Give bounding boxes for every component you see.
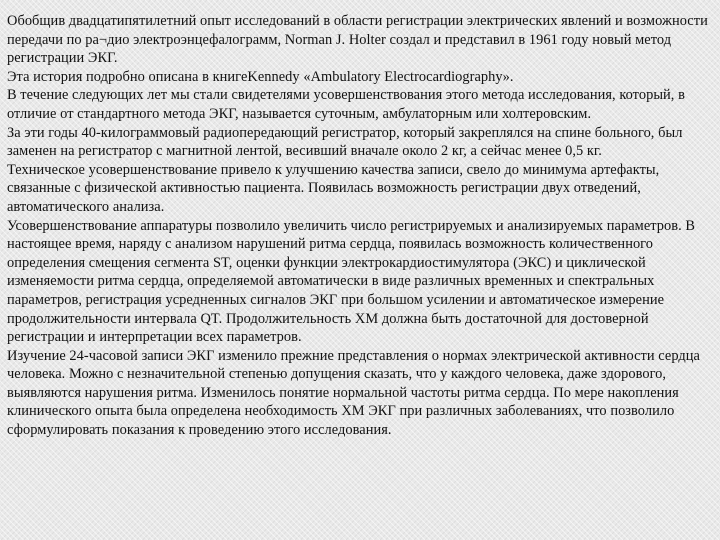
paragraph-method-improvement: В течение следующих лет мы стали свидетелями усовершенствования этого метода исследования, который, в отличие от стандартного метода ЭКГ, называется суточным, амбулаторным или холтеровским. [7, 87, 685, 122]
paragraph-24h-study: Изучение 24-часовой записи ЭКГ изменило прежние представления о нормах электрической активности сердца человека. Можно с незначительной степенью допущения сказать, что у каждого человека, даже здорового, выявляются нарушения ритма. Изменилось понятие нормальной частоты ритма сердца. По мере накопления клинического опыта была определена необходимость ХМ ЭКГ при различных заболеваниях, что позволило сформулировать показания к проведению этого исследования. [7, 347, 700, 439]
paragraph-technical-improvement: Техническое усовершенствование привело к улучшению качества записи, свело до минимума артефакты, связанные с физической активностью пациента. Появилась возможность регистрации двух отведений, автоматического анализа. [7, 161, 660, 215]
paragraph-holter-origin: Обобщив двадцатипятилетний опыт исследований в области регистрации электрических явлений и возможности передачи по ра¬дио электроэнцефалограмм, Norman J. Holter создал и представил в 1961 году новый метод регистрации ЭКГ. [7, 13, 708, 67]
paragraph-recorder-weight: За эти годы 40-килограммовый радиопередающий регистратор, который закреплялся на спине больного, был заменен на регистратор с магнитной лентой, весивший вначале около 2 кг, а сейчас менее 0,5 кг. [7, 124, 683, 160]
body-text [7, 12, 710, 440]
paragraph-parameters: Усовершенствование аппаратуры позволило увеличить число регистрируемых и анализируемых параметров. В настоящее время, наряду с анализом нарушений ритма сердца, появилась возможность количественного определения смещения сегмента ST, оценки функции электрокардиостимулятора (ЭКС) и циклической изменяемости ритма сердца, определяемой автоматически в виде различных временных и спектральных параметров, регистрация усредненных сигналов ЭКГ при большом усилении и автоматическое измерение продолжительности интервала QT. Продолжительность ХМ должна быть достаточной для достоверной регистрации и интерпретации всех параметров. [7, 217, 696, 346]
paragraph-kennedy-book: Эта история подробно описана в книгеKennedy «Ambulatory Electrocardiography». [7, 68, 514, 85]
